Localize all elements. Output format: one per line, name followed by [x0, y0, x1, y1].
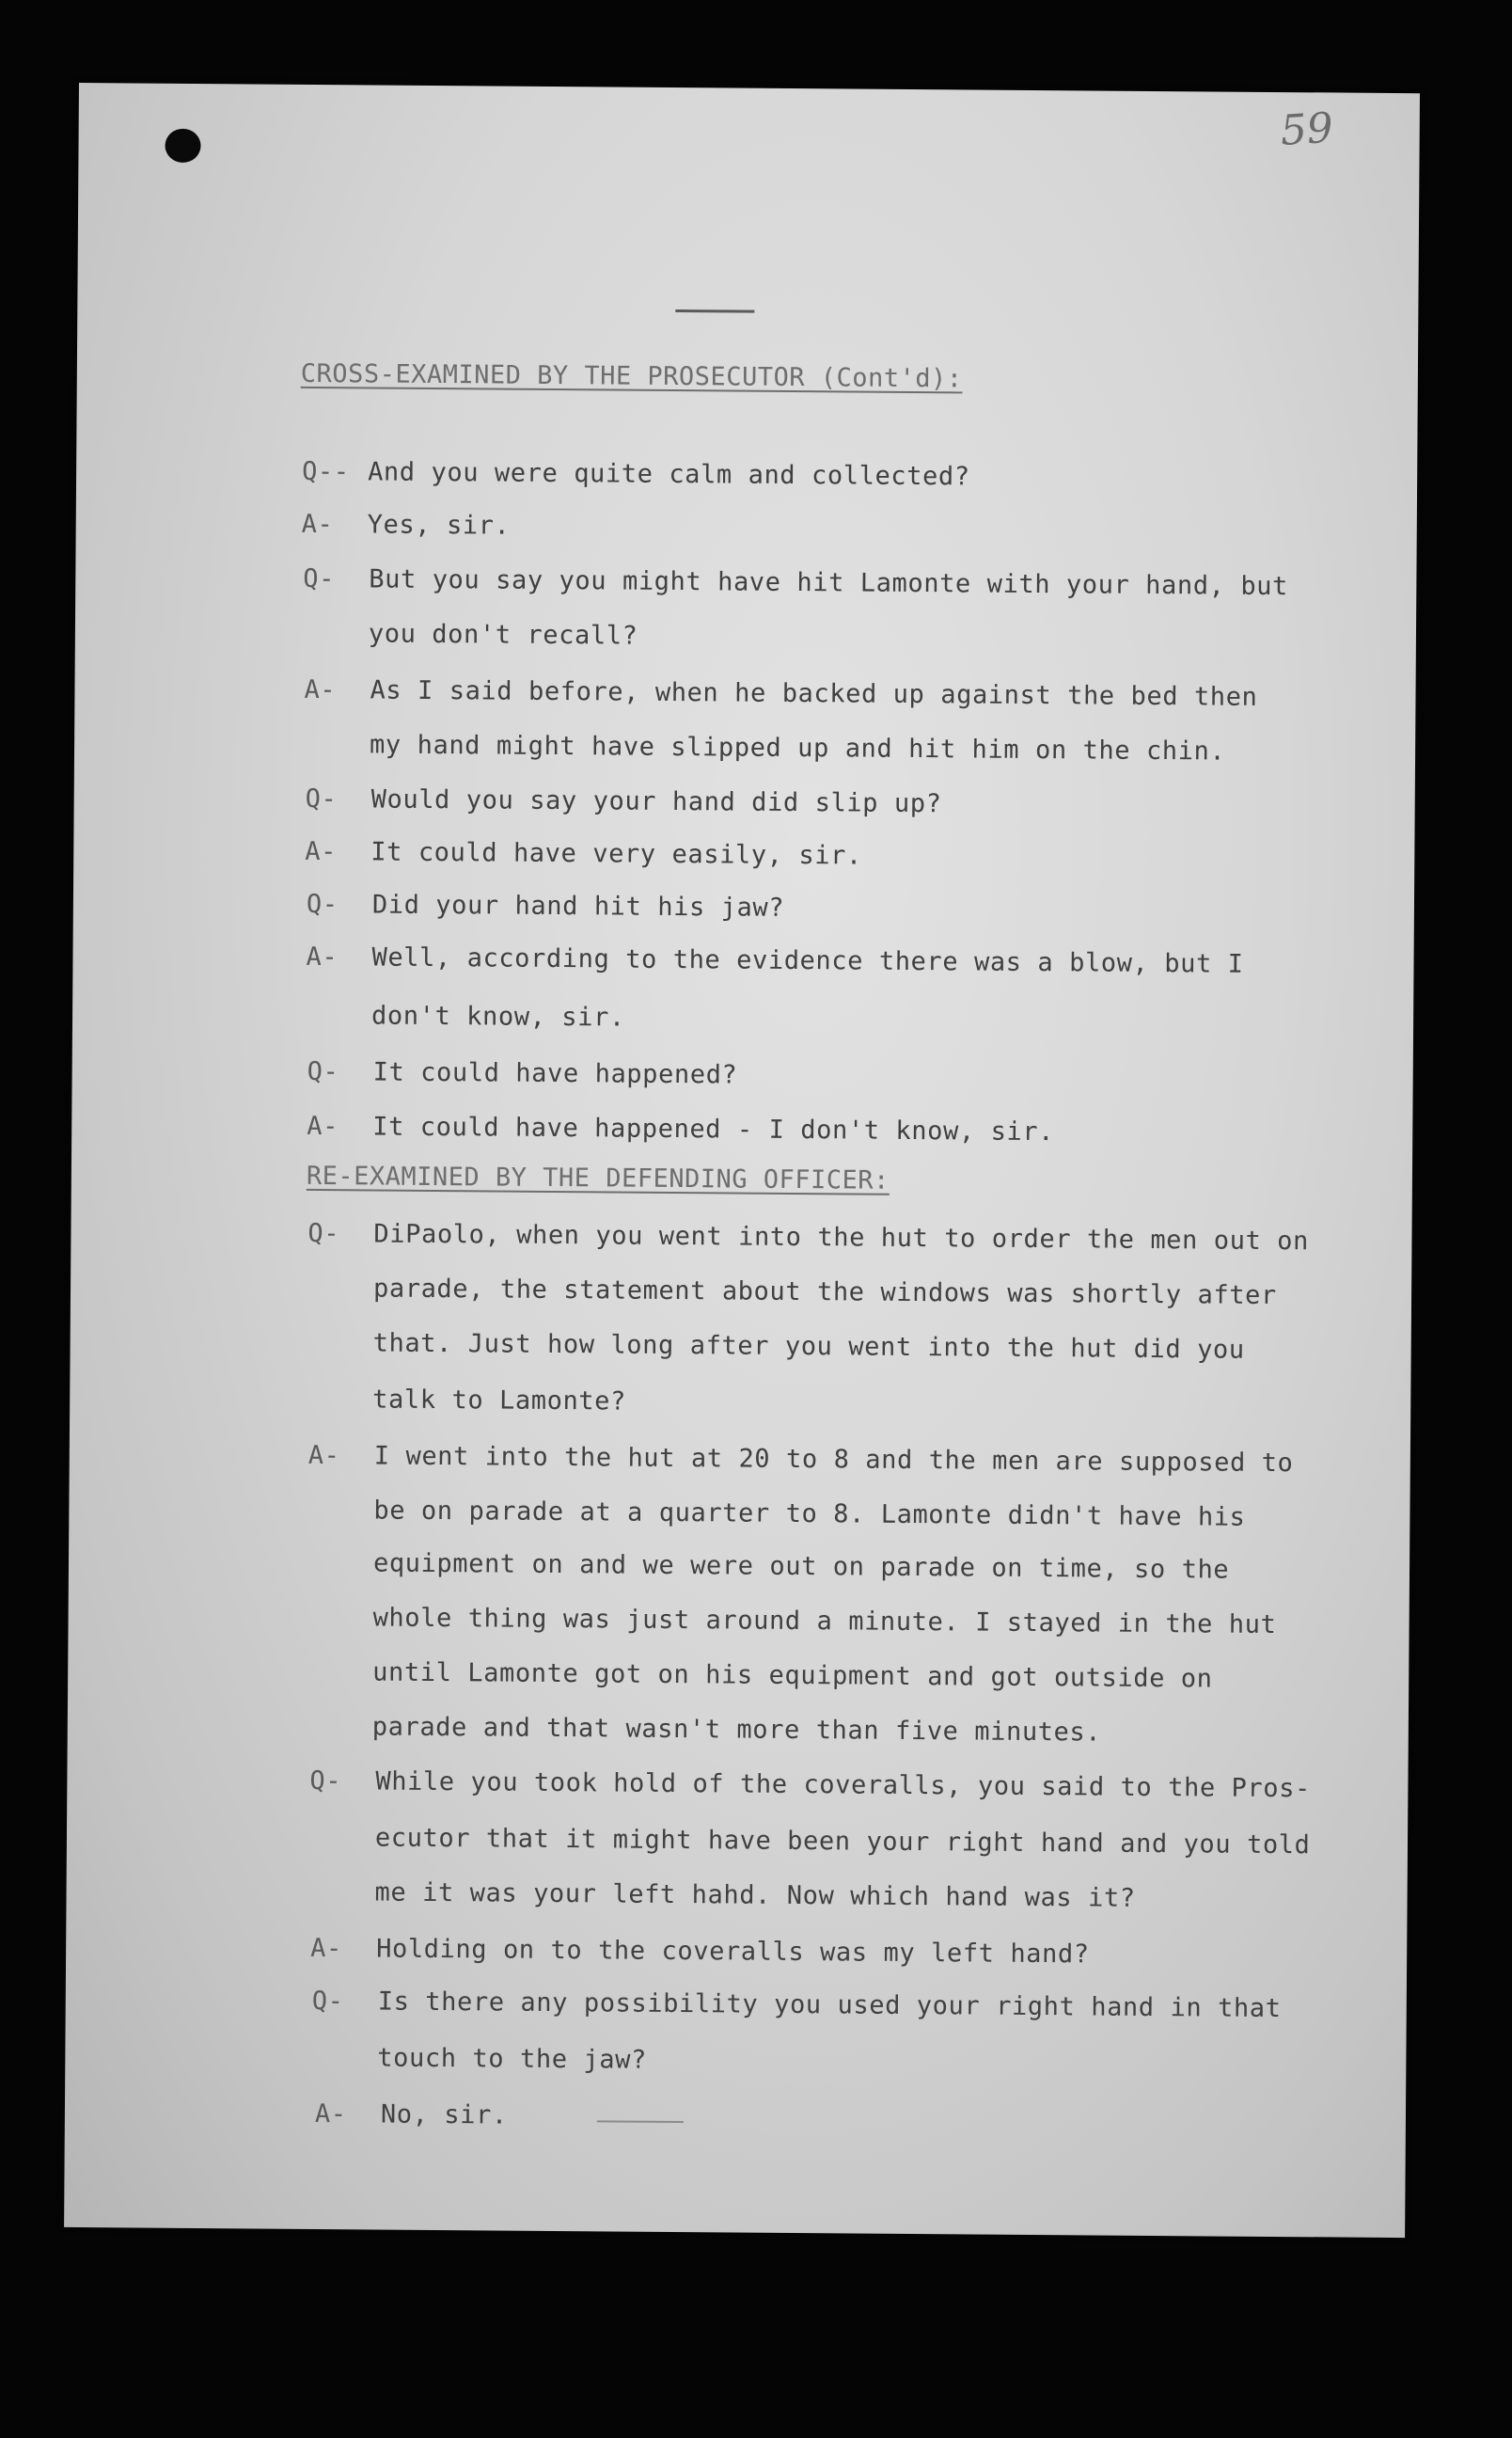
transcript-line: you don't recall? — [368, 619, 638, 651]
transcript-line: It could have happened - I don't know, sir. — [372, 1112, 1055, 1148]
transcript-line: Would you say your hand did slip up? — [370, 784, 942, 819]
transcript-line: until Lamonte got on his equipment and got outside on — [372, 1657, 1213, 1694]
section-heading: CROSS-EXAMINED BY THE PROSECUTOR (Cont'd): — [300, 358, 963, 394]
punch-hole — [165, 129, 200, 163]
speaker-label: Q- — [307, 1056, 339, 1087]
transcript-line: touch to the jaw? — [377, 2043, 648, 2075]
transcript-line: It could have happened? — [372, 1057, 738, 1090]
speaker-label: A- — [304, 674, 337, 705]
transcript-line: But you say you might have hit Lamonte with your hand, but — [369, 564, 1289, 602]
transcript-line: whole thing was just around a minute. I stayed in the hut — [372, 1603, 1277, 1640]
speaker-label: A- — [307, 1440, 340, 1471]
top-divider-line — [675, 309, 754, 313]
transcript-line: ecutor that it might have been your right hand and you told — [374, 1823, 1311, 1860]
speaker-label: Q- — [311, 1986, 344, 2017]
speaker-label: Q- — [306, 889, 339, 920]
speaker-label: Q- — [303, 563, 336, 594]
transcript-line: Well, according to the evidence there was a blow, but I — [371, 942, 1244, 979]
speaker-label: A- — [306, 942, 339, 973]
transcript-line: It could have very easily, sir. — [370, 837, 862, 871]
transcript-line: don't know, sir. — [370, 1001, 625, 1033]
transcript-line: As I said before, when he backed up against the bed then — [370, 675, 1258, 712]
transcript-line: And you were quite calm and collected? — [368, 457, 970, 492]
transcript-line: parade, the statement about the windows was shortly after — [372, 1274, 1277, 1311]
transcript-line: While you took hold of the coveralls, you said to the Pros- — [375, 1766, 1311, 1804]
transcript-line: Did your hand hit his jaw? — [371, 890, 785, 923]
speaker-label: A- — [314, 2098, 347, 2129]
transcript-line: equipment on and we were out on parade on time, so the — [372, 1548, 1230, 1585]
transcript-line: talk to Lamonte? — [372, 1385, 627, 1417]
speaker-label: Q- — [309, 1765, 342, 1797]
speaker-label: A- — [310, 1933, 342, 1964]
transcript-line: my hand might have slipped up and hit him on the chin. — [369, 730, 1226, 767]
speaker-label: A- — [301, 509, 334, 540]
speaker-label: A- — [307, 1111, 339, 1142]
transcript-line: that. Just how long after you went into the hut did you — [372, 1328, 1245, 1365]
transcript-line: Holding on to the coveralls was my left hand? — [376, 1934, 1090, 1970]
speaker-label: Q-- — [302, 456, 350, 487]
speaker-label: Q- — [307, 1218, 340, 1249]
document-page — [64, 83, 1420, 2238]
bottom-divider-line — [597, 2120, 684, 2123]
transcript-line: Yes, sir. — [367, 510, 511, 541]
transcript-line: Is there any possibility you used your right hand in that — [377, 1987, 1282, 2024]
transcript-line: DiPaolo, when you went into the hut to order the men out on — [373, 1219, 1310, 1257]
speaker-label: Q- — [305, 784, 338, 815]
transcript-line: I went into the hut at 20 to 8 and the men are supposed to — [373, 1441, 1294, 1479]
transcript-line: parade and that wasn't more than five minutes. — [371, 1712, 1102, 1748]
transcript-line: be on parade at a quarter to 8. Lamonte didn't have his — [373, 1496, 1246, 1532]
speaker-label: A- — [305, 836, 338, 867]
transcript-line: me it was your left hahd. Now which hand was it? — [374, 1877, 1136, 1913]
page-number: 59 — [1279, 103, 1335, 155]
section-heading: RE-EXAMINED BY THE DEFENDING OFFICER: — [306, 1161, 890, 1195]
transcript-line: No, sir. — [380, 2099, 508, 2130]
